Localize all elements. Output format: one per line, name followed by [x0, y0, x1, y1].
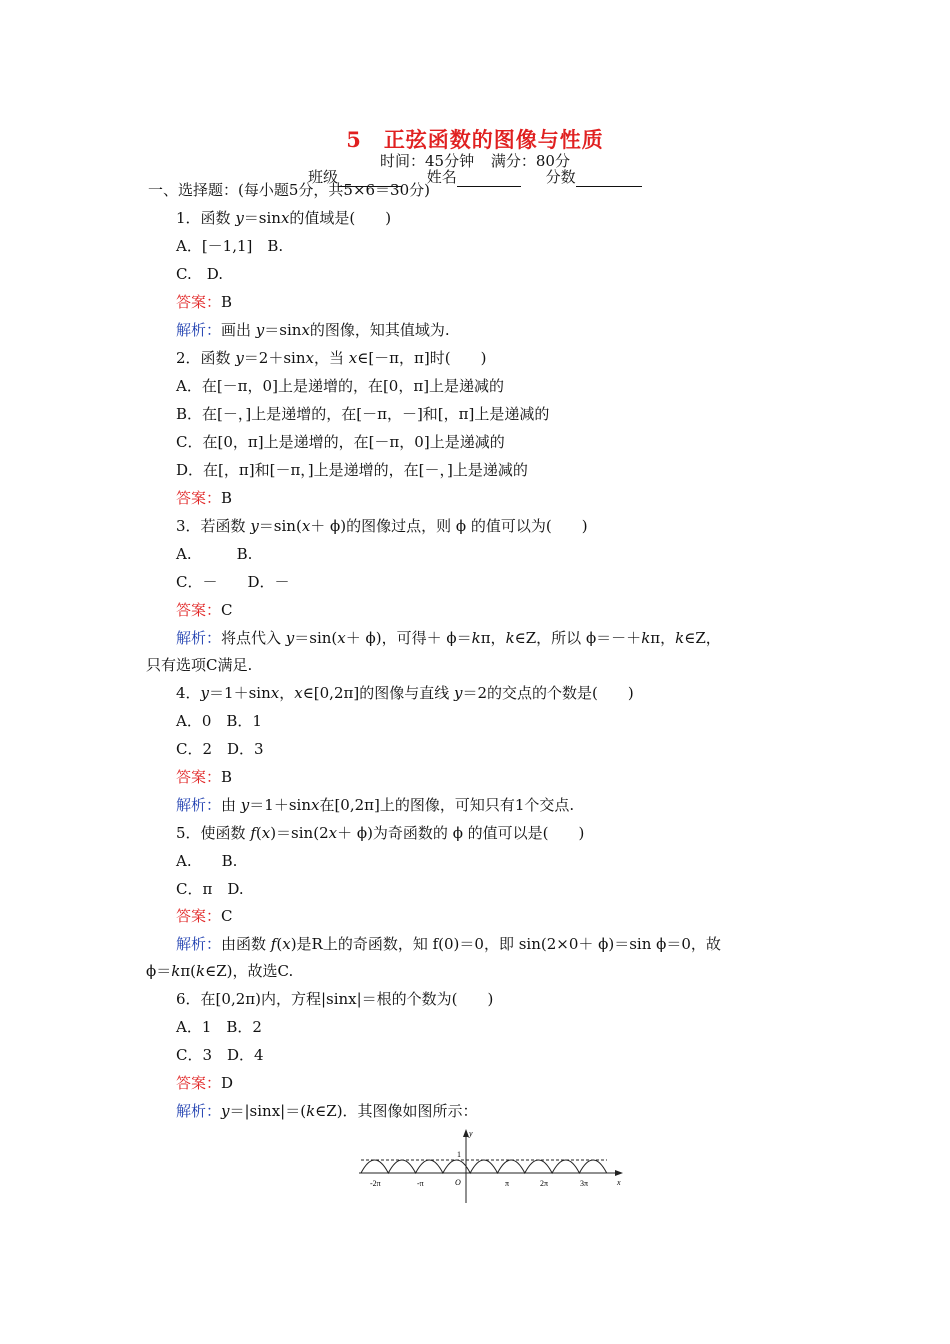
q1-stem: 1．函数 y＝sinx的值域是( ) [176, 209, 392, 227]
q5-options-cd: C．π D. [176, 880, 244, 898]
q6-stem: 6．在[0,2π)内，方程|sinx|＝根的个数为( ) [176, 990, 494, 1008]
origin-label: O [455, 1178, 461, 1187]
q3-options-cd: C．－ D．－ [176, 573, 290, 591]
q2-option-b: B．在[－，]上是递增的，在[－π，－]和[，π]上是递减的 [176, 405, 550, 423]
answer-label: 答案： [176, 1074, 222, 1092]
score-blank[interactable] [576, 171, 642, 187]
section-heading: 一、选择题：(每小题5分，共5×6＝30分) [148, 181, 430, 199]
q4-stem: 4．y＝1＋sinx，x∈[0,2π]的图像与直线 y＝2的交点的个数是( ) [176, 684, 634, 702]
y-axis-label: y [469, 1129, 473, 1138]
explain-label: 解析： [176, 321, 222, 339]
q1-answer: 答案：B [176, 293, 233, 311]
explain-label: 解析： [176, 796, 222, 814]
q2-answer: 答案：B [176, 489, 233, 507]
x-tick-2pi: 2π [540, 1179, 549, 1188]
q5-answer: 答案：C [176, 907, 233, 925]
name-field [427, 166, 521, 187]
q5-stem: 5．使函数 f(x)＝sin(2x＋ ϕ)为奇函数的 ϕ 的值可以是( ) [176, 824, 585, 842]
q3-answer: 答案：C [176, 601, 233, 619]
class-label: 班级 [308, 168, 339, 186]
q3-explanation: 解析：将点代入 y＝sin(x＋ ϕ)，可得＋ ϕ＝kπ，k∈Z，所以 ϕ＝－＋kπ，k∈Z， [176, 629, 721, 647]
answer-label: 答案： [176, 768, 222, 786]
answer-label: 答案： [176, 601, 222, 619]
q3-options-ab: A. B. [176, 545, 253, 563]
x-tick-neg-pi: -π [417, 1179, 424, 1188]
explain-label: 解析： [176, 629, 222, 647]
title-number: 5 [346, 127, 362, 152]
q2-option-c: C．在[0，π]上是递增的，在[－π，0]上是递减的 [176, 433, 505, 451]
explain-label: 解析： [176, 1102, 222, 1120]
q3-stem: 3．若函数 y＝sin(x＋ ϕ)的图像过点，则 ϕ 的值可以为( ) [176, 517, 588, 535]
q4-options-ab: A．0 B．1 [176, 712, 262, 730]
q2-stem: 2．函数 y＝2＋sinx，当 x∈[－π，π]时( ) [176, 349, 487, 367]
time-limit: 时间：45分钟 [380, 152, 475, 170]
q2-option-d: D．在[，π]和[－π，]上是递增的，在[－，]上是递减的 [176, 461, 528, 479]
score-label: 分数 [545, 168, 576, 186]
q4-options-cd: C．2 D．3 [176, 740, 264, 758]
full-score: 满分：80分 [490, 152, 570, 170]
answer-label: 答案： [176, 293, 222, 311]
x-tick-3pi: 3π [580, 1179, 589, 1188]
q5-explanation-cont: ϕ＝kπ(k∈Z)，故选C. [146, 962, 294, 980]
q1-options-cd: C. D. [176, 265, 223, 283]
q5-options-ab: A. B. [176, 852, 238, 870]
score-field [546, 166, 642, 187]
q6-answer: 答案：D [176, 1074, 234, 1092]
q1-explanation: 解析：画出 y＝sinx的图像，知其值域为. [176, 321, 450, 339]
x-tick-pi: π [505, 1179, 510, 1188]
answer-label: 答案： [176, 489, 222, 507]
title-text: 正弦函数的图像与性质 [383, 127, 604, 152]
answer-label: 答案： [176, 907, 222, 925]
q4-explanation: 解析：由 y＝1＋sinx在[0,2π]上的图像，可知只有1个交点. [176, 796, 575, 814]
name-label: 姓名 [426, 168, 457, 186]
q4-answer: 答案：B [176, 768, 233, 786]
q3-explanation-cont: 只有选项C满足. [146, 656, 253, 674]
q1-options-ab: A．[－1,1] B. [176, 237, 284, 255]
x-axis [359, 1170, 623, 1176]
explain-label: 解析： [176, 935, 222, 953]
q2-option-a: A．在[－π，0]上是递增的，在[0，π]上是递减的 [176, 377, 505, 395]
q6-options-ab: A．1 B．2 [176, 1018, 262, 1036]
q6-explanation: 解析：y＝|sinx|＝(k∈Z)．其图像如图所示： [176, 1102, 478, 1120]
abs-sine-graph [355, 1125, 630, 1205]
q5-explanation: 解析：由函数 f(x)是R上的奇函数，知 f(0)＝0，即 sin(2×0＋ ϕ)＝sin ϕ＝0，故 [176, 935, 721, 953]
abs-sine-curve [361, 1160, 607, 1173]
x-axis-label: x [617, 1178, 621, 1187]
x-tick-neg-2pi: -2π [370, 1179, 381, 1188]
y-tick-1: 1 [457, 1150, 461, 1159]
name-blank[interactable] [457, 171, 521, 187]
q6-options-cd: C．3 D．4 [176, 1046, 264, 1064]
